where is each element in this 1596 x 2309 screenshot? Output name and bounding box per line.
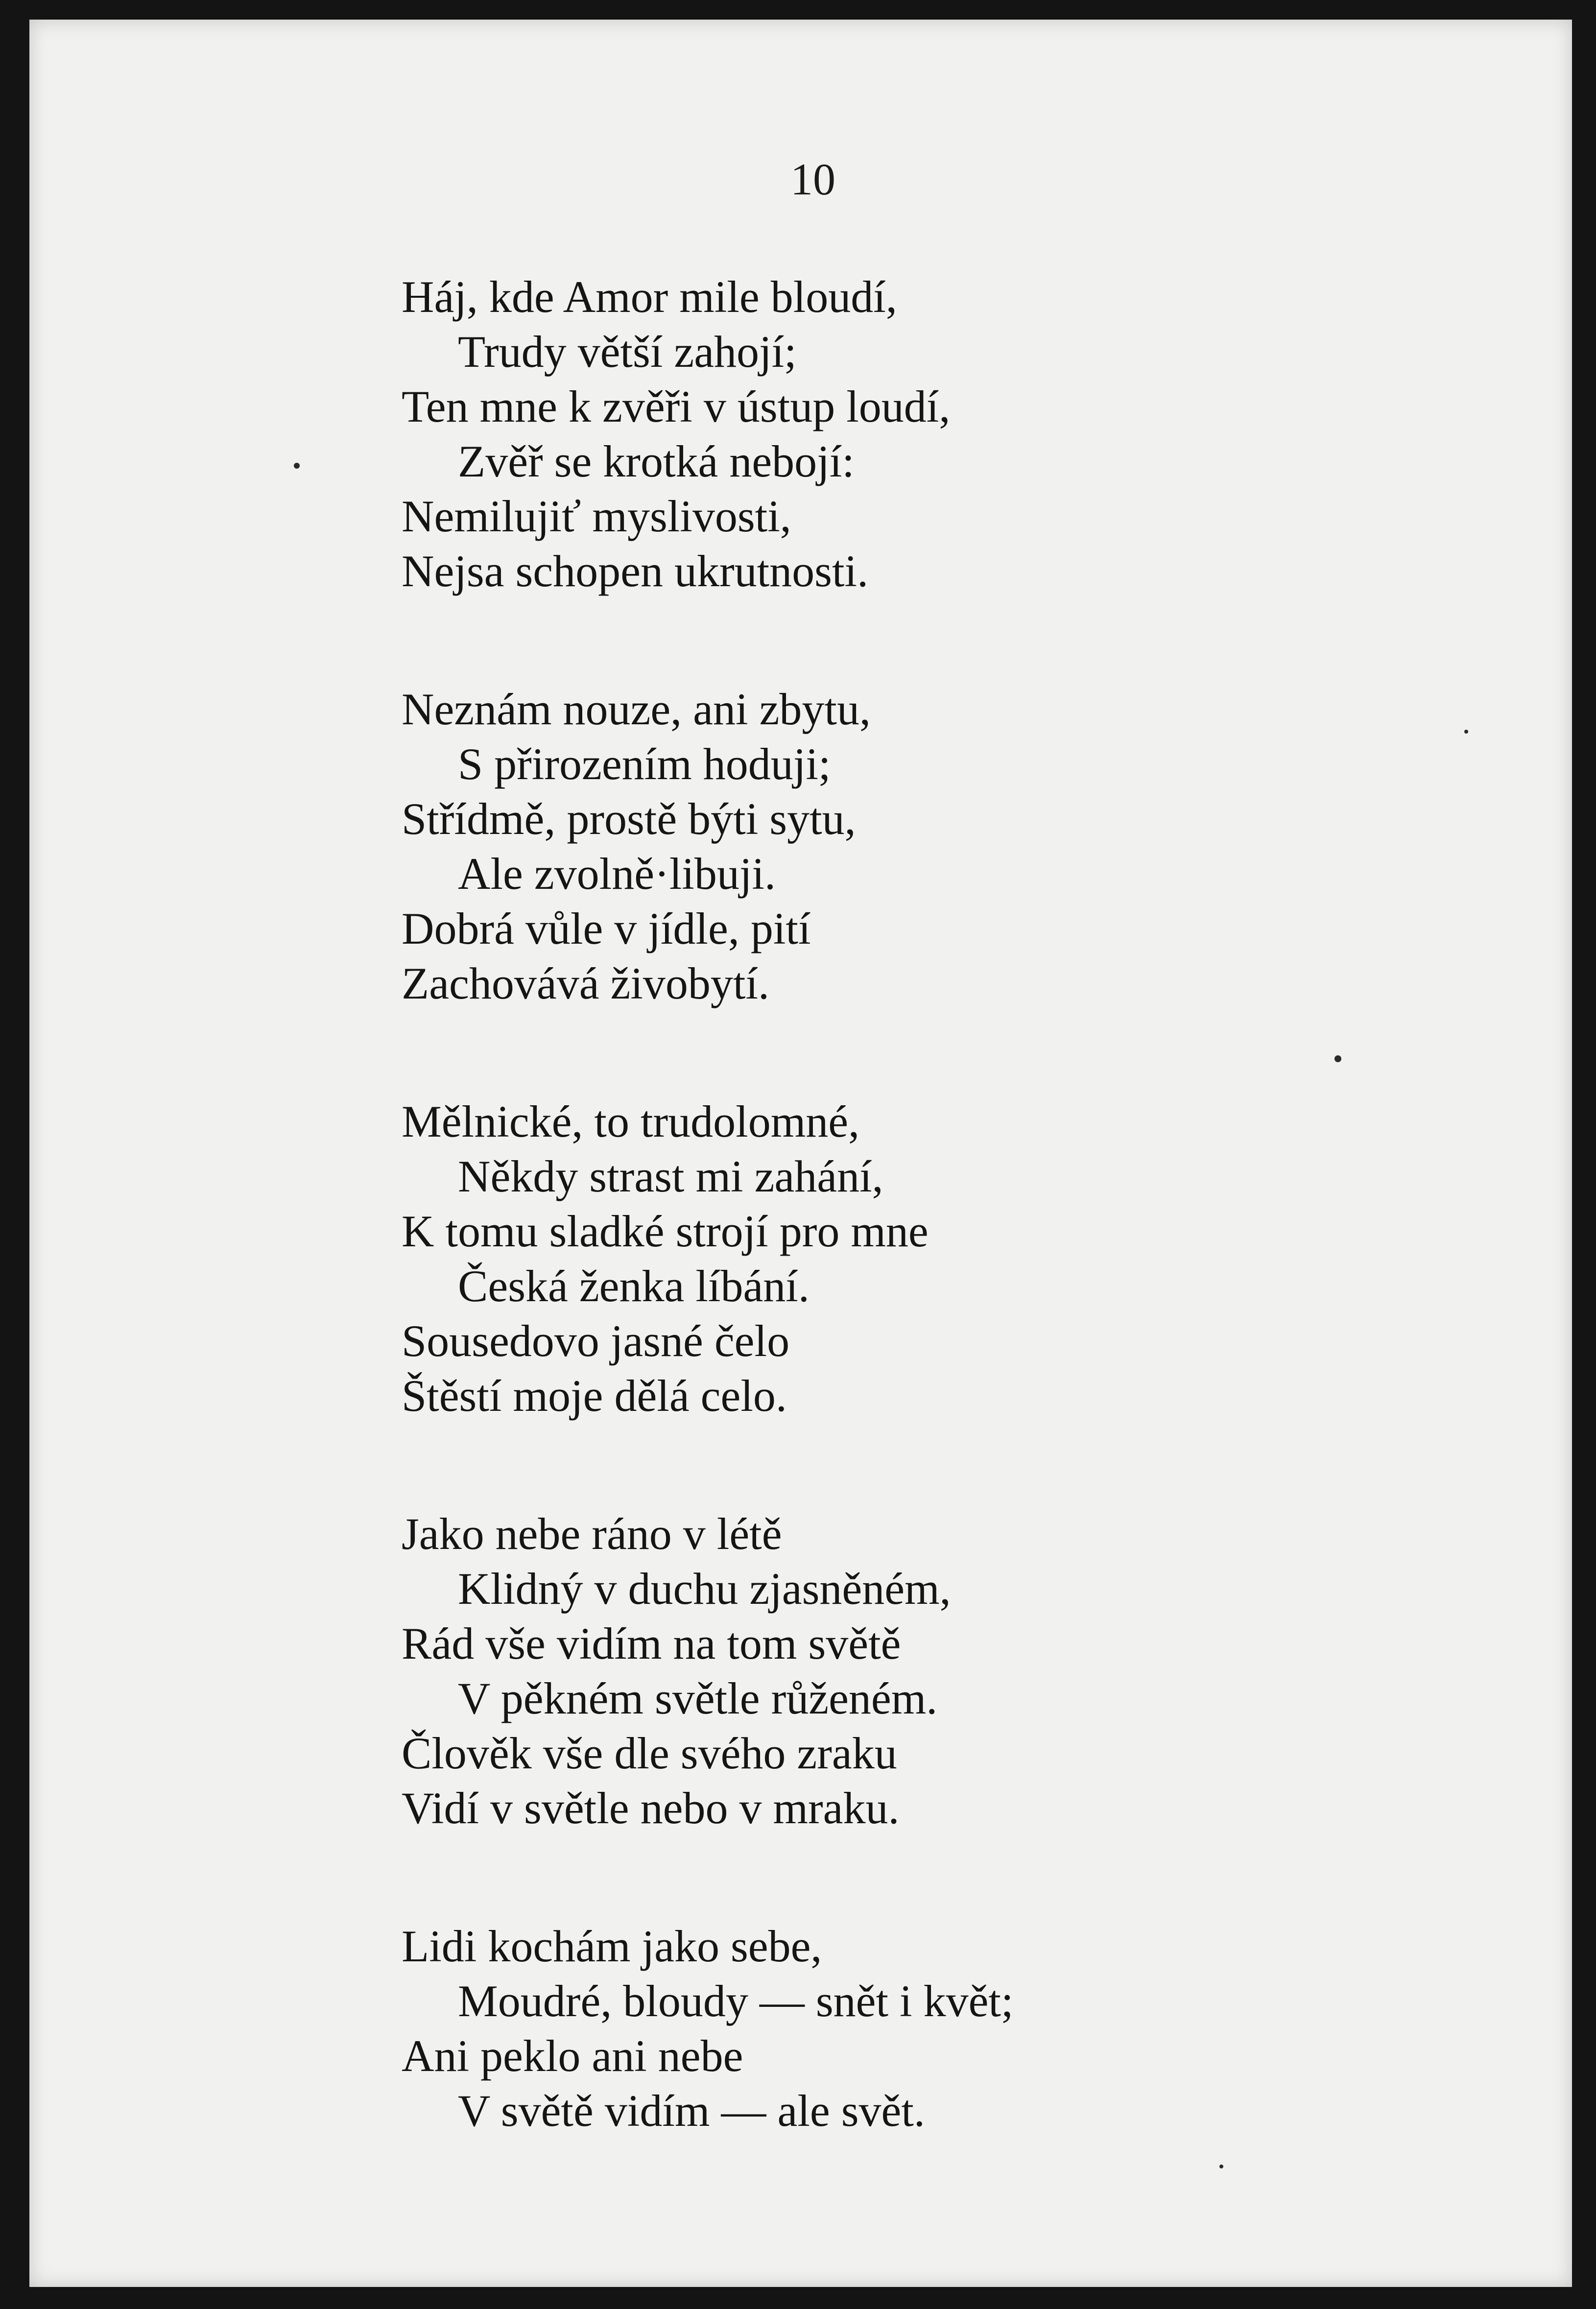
poem-line: Vidí v světle nebo v mraku. xyxy=(402,1783,900,1833)
poem-line: Štěstí moje dělá celo. xyxy=(402,1371,787,1421)
poem-line: Háj, kde Amor mile bloudí, xyxy=(402,272,897,322)
poem-line: Dobrá vůle v jídle, pití xyxy=(402,904,811,953)
book-page xyxy=(29,20,1572,2287)
speck-mark xyxy=(1219,2165,1223,2168)
page-number: 10 xyxy=(790,154,835,204)
poem-line: Rád vše vidím na tom světě xyxy=(402,1619,901,1668)
poem-line: Sousedovo jasné čelo xyxy=(402,1316,790,1366)
stanza xyxy=(402,1094,1234,1423)
poem-line: Zachovává živobytí. xyxy=(402,958,770,1008)
poem-line: Zvěř se krotká nebojí: xyxy=(458,436,855,486)
poem-line: Lidi kochám jako sebe, xyxy=(402,1921,822,1971)
poem xyxy=(402,269,1234,2138)
poem-line: Člověk vše dle svého zraku xyxy=(402,1728,897,1778)
poem-line: Klidný v duchu zjasněném, xyxy=(458,1564,951,1614)
stanza xyxy=(402,1506,1234,1835)
poem-line: Nejsa schopen ukrutnosti. xyxy=(402,546,869,596)
poem-line: Nemilujiť myslivosti, xyxy=(402,491,791,541)
poem-line: Střídmě, prostě býti sytu, xyxy=(402,794,856,844)
stanza xyxy=(402,1919,1234,2138)
poem-line: Mělnické, to trudolomné, xyxy=(402,1096,860,1146)
poem-line: Ani peklo ani nebe xyxy=(402,2031,743,2081)
speck-mark xyxy=(1464,730,1468,734)
poem-line: Jako nebe ráno v létě xyxy=(402,1509,782,1559)
poem-line: K tomu sladké strojí pro mne xyxy=(402,1206,929,1256)
poem-line: Ale zvolně·libuji. xyxy=(458,849,776,899)
stanza xyxy=(402,269,1234,598)
poem-line: Ten mne k zvěři v ústup loudí, xyxy=(402,381,951,431)
poem-line: V pěkném světle růženém. xyxy=(458,1673,938,1723)
stanza xyxy=(402,682,1234,1011)
poem-line: Česká ženka líbání. xyxy=(458,1261,810,1311)
poem-line: V světě vidím — ale svět. xyxy=(458,2086,925,2136)
speck-mark xyxy=(1334,1055,1341,1062)
poem-line: Moudré, bloudy — snět i květ; xyxy=(458,1976,1014,2026)
speck-mark xyxy=(294,463,300,469)
poem-line: Někdy strast mi zahání, xyxy=(458,1151,883,1201)
poem-line: S přirozením hoduji; xyxy=(458,739,831,789)
poem-line: Neznám nouze, ani zbytu, xyxy=(402,684,871,734)
poem-line: Trudy větší zahojí; xyxy=(458,327,797,377)
